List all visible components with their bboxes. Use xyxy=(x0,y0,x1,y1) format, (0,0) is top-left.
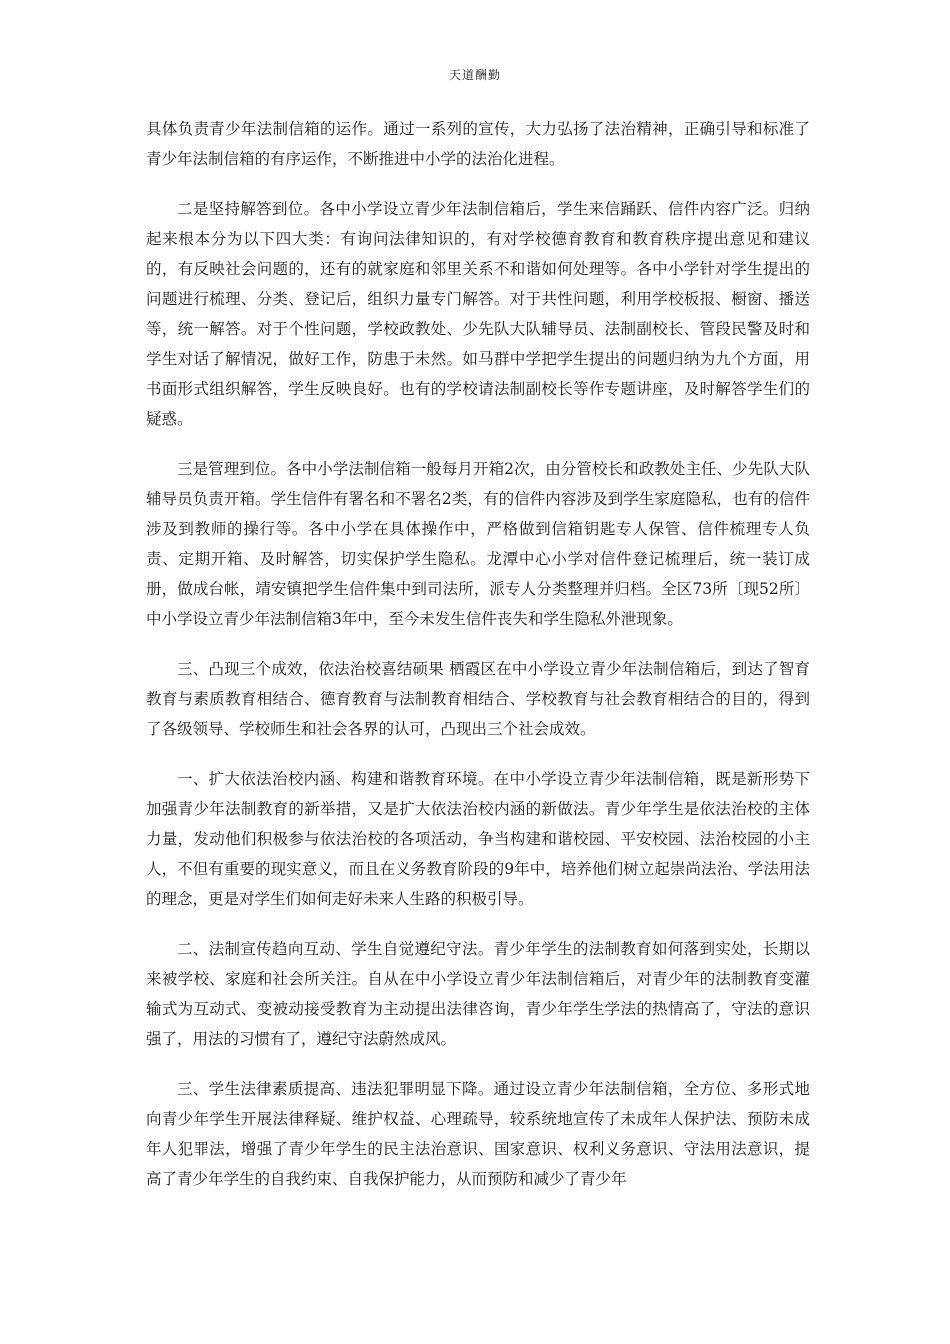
paragraph: 一、扩大依法治校内涵、构建和谐教育环境。在中小学设立青少年法制信箱，既是新形势下加强青少年法制教育的新举措，又是扩大依法治校内涵的新做法。青少年学生是依法治校的主体力量，发动他们积极参与依法治校的各项活动，争当构建和谐校园、平安校园、法治校园的小主人，不但有重要的现实意义，而且在义务教育阶段的9年中，培养他们树立起崇尚法治、学法用法的理念，更是对学生们如何走好未来人生路的积极引导。 xyxy=(146,770,810,908)
paragraph: 具体负责青少年法制信箱的运作。通过一系列的宣传，大力弘扬了法治精神，正确引导和标准了青少年法制信箱的有序运作，不断推进中小学的法治化进程。 xyxy=(146,120,810,168)
paragraph: 三是管理到位。各中小学法制信箱一般每月开箱2次，由分管校长和政教处主任、少先队大队辅导员负责开箱。学生信件有署名和不署名2类，有的信件内容涉及到学生家庭隐私，也有的信件涉及到教师的操行等。各中小学在具体操作中，严格做到信箱钥匙专人保管、信件梳理专人负责、定期开箱、及时解答，切实保护学生隐私。龙潭中心小学对信件登记梳理后，统一装订成册，做成台帐，靖安镇把学生信件集中到司法所，派专人分类整理并归档。全区73所〔现52所〕中小学设立青少年法制信箱3年中，至今未发生信件丧失和学生隐私外泄现象。 xyxy=(146,460,810,628)
document-body xyxy=(146,114,810,1214)
paragraph: 三、学生法律素质提高、违法犯罪明显下降。通过设立青少年法制信箱，全方位、多形式地向青少年学生开展法律释疑、维护权益、心理疏导，较系统地宣传了未成年人保护法、预防未成年人犯罪法，增强了青少年学生的民主法治意识、国家意识、权利义务意识、守法用法意识，提高了青少年学生的自我约束、自我保护能力，从而预防和减少了青少年 xyxy=(146,1080,810,1188)
paragraph: 三、凸现三个成效，依法治校喜结硕果 栖霞区在中小学设立青少年法制信箱后，到达了智育教育与素质教育相结合、德育教育与法制教育相结合、学校教育与社会教育相结合的目的，得到了各级领导、学校师生和社会各界的认可，凸现出三个社会成效。 xyxy=(146,660,810,738)
paragraph: 二是坚持解答到位。各中小学设立青少年法制信箱后，学生来信踊跃、信件内容广泛。归纳起来根本分为以下四大类：有询问法律知识的，有对学校德育教育和教育秩序提出意见和建议的，有反映社会问题的，还有的就家庭和邻里关系不和谐如何处理等。各中小学针对学生提出的问题进行梳理、分类、登记后，组织力量专门解答。对于共性问题，利用学校板报、橱窗、播送等，统一解答。对于个性问题，学校政教处、少先队大队辅导员、法制副校长、管段民警及时和学生对话了解情况，做好工作，防患于未然。如马群中学把学生提出的问题归纳为九个方面，用书面形式组织解答，学生反映良好。也有的学校请法制副校长等作专题讲座，及时解答学生们的疑惑。 xyxy=(146,200,810,428)
page-header: 天道酬勤 xyxy=(448,68,501,82)
paragraph: 二、法制宣传趋向互动、学生自觉遵纪守法。青少年学生的法制教育如何落到实处，长期以来被学校、家庭和社会所关注。自从在中小学设立青少年法制信箱后，对青少年的法制教育变灌输式为互动式、变被动接受教育为主动提出法律咨询，青少年学生学法的热情高了，守法的意识强了，用法的习惯有了，遵纪守法蔚然成风。 xyxy=(146,940,810,1048)
